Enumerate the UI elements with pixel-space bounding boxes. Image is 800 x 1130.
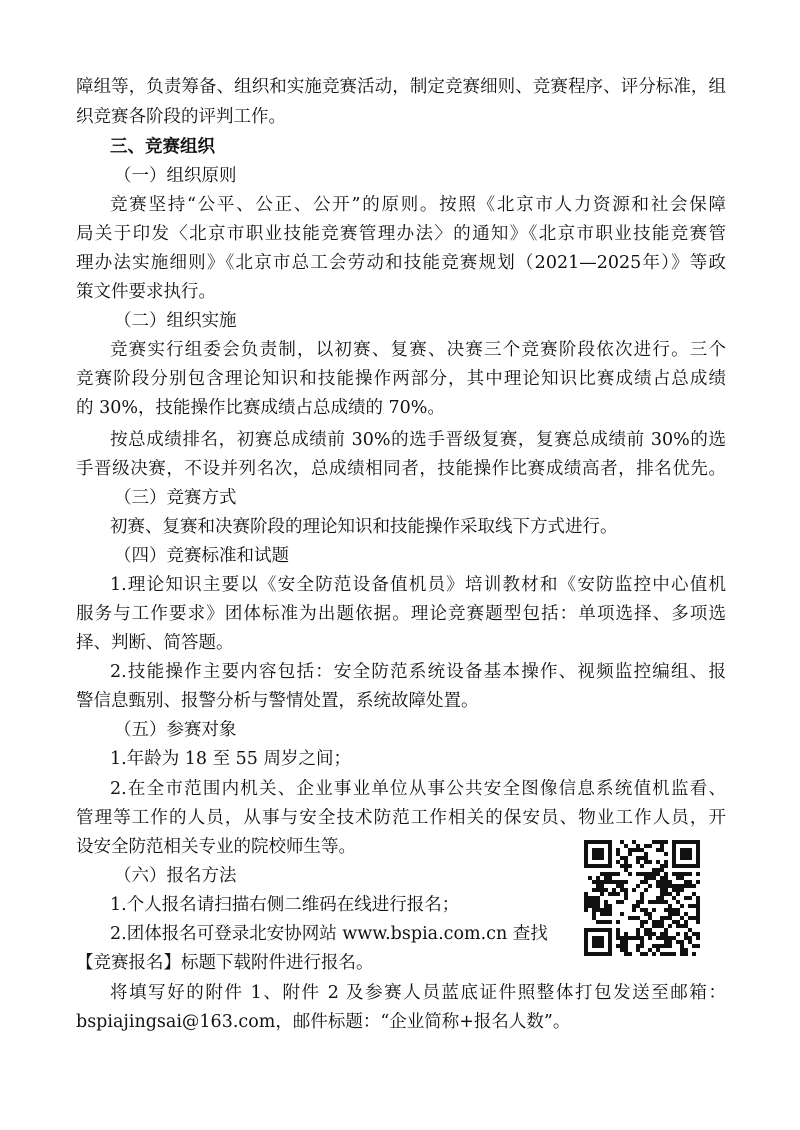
paragraph-line: 2.技能操作主要内容包括：安全防范系统设备基本操作、视频监控编组、报 <box>110 662 726 682</box>
paragraph-line: 2.在全市范围内机关、企业事业单位从事公共安全图像信息系统值机监看、 <box>110 779 726 799</box>
qr-code-graphic <box>584 840 700 956</box>
paragraph-line: 竞赛坚持“公平、公正、公开”的原则。按照《北京市人力资源和社会保障 <box>110 195 726 215</box>
subsection-heading: （二）组织实施 <box>114 311 237 331</box>
subsection-heading: （一）组织原则 <box>114 166 237 186</box>
paragraph-line: 按总成绩排名，初赛总成绩前 30%的选手晋级复赛，复赛总成绩前 30%的选 <box>110 430 726 450</box>
paragraph-line: 局关于印发〈北京市职业技能竞赛管理办法〉的通知》《北京市职业技能竞赛管 <box>76 224 726 244</box>
paragraph-line: bspiajingsai@163.com，邮件标题：“企业简称+报名人数”。 <box>76 1012 571 1032</box>
paragraph-line: 1.年龄为 18 至 55 周岁之间； <box>110 749 351 769</box>
paragraph-line: 1.理论知识主要以《安全防范设备值机员》培训教材和《安防监控中心值机 <box>110 575 726 595</box>
paragraph-line: 理办法实施细则》《北京市总工会劳动和技能竞赛规划（2021—2025年）》等政 <box>76 253 726 273</box>
paragraph-line: 管理等工作的人员，从事与安全技术防范工作相关的保安员、物业工作人员，开 <box>76 808 726 828</box>
section-heading: 三、竞赛组织 <box>110 137 215 157</box>
paragraph-line: 服务与工作要求》团体标准为出题依据。理论竞赛题型包括：单项选择、多项选 <box>76 604 726 624</box>
subsection-heading: （五）参赛对象 <box>114 720 237 740</box>
paragraph-line: 竞赛阶段分别包含理论知识和技能操作两部分，其中理论知识比赛成绩占总成绩 <box>76 369 726 389</box>
paragraph-line: 策文件要求执行。 <box>76 282 216 302</box>
paragraph-line: 1.个人报名请扫描右侧二维码在线进行报名； <box>110 895 460 915</box>
paragraph-line: 设安全防范相关专业的院校师生等。 <box>76 837 356 857</box>
paragraph-line: 将填写好的附件 1、附件 2 及参赛人员蓝底证件照整体打包发送至邮箱： <box>110 983 726 1003</box>
subsection-heading: （六）报名方法 <box>114 866 237 886</box>
paragraph-line: 手晋级决赛，不设并列名次，总成绩相同者，技能操作比赛成绩高者，排名优先。 <box>76 459 726 479</box>
paragraph-line: 障组等，负责筹备、组织和实施竞赛活动，制定竞赛细则、竞赛程序、评分标准，组 <box>76 77 726 97</box>
paragraph-line: 竞赛实行组委会负责制，以初赛、复赛、决赛三个竞赛阶段依次进行。三个 <box>110 340 726 360</box>
paragraph-line: 择、判断、简答题。 <box>76 633 234 653</box>
subsection-heading: （四）竞赛标准和试题 <box>114 546 289 566</box>
paragraph-line: 2.团体报名可登录北安协网站 www.bspia.com.cn 查找 <box>110 924 548 944</box>
paragraph-line: 【竞赛报名】标题下载附件进行报名。 <box>76 953 374 973</box>
paragraph-line: 的 30%，技能操作比赛成绩占总成绩的 70%。 <box>76 398 445 418</box>
paragraph-line: 织竞赛各阶段的评判工作。 <box>76 107 286 127</box>
qr-code-icon[interactable] <box>584 840 700 956</box>
paragraph-line: 警信息甄别、报警分析与警情处置，系统故障处置。 <box>76 691 479 711</box>
paragraph-line: 初赛、复赛和决赛阶段的理论知识和技能操作采取线下方式进行。 <box>110 517 618 537</box>
subsection-heading: （三）竞赛方式 <box>114 488 237 508</box>
